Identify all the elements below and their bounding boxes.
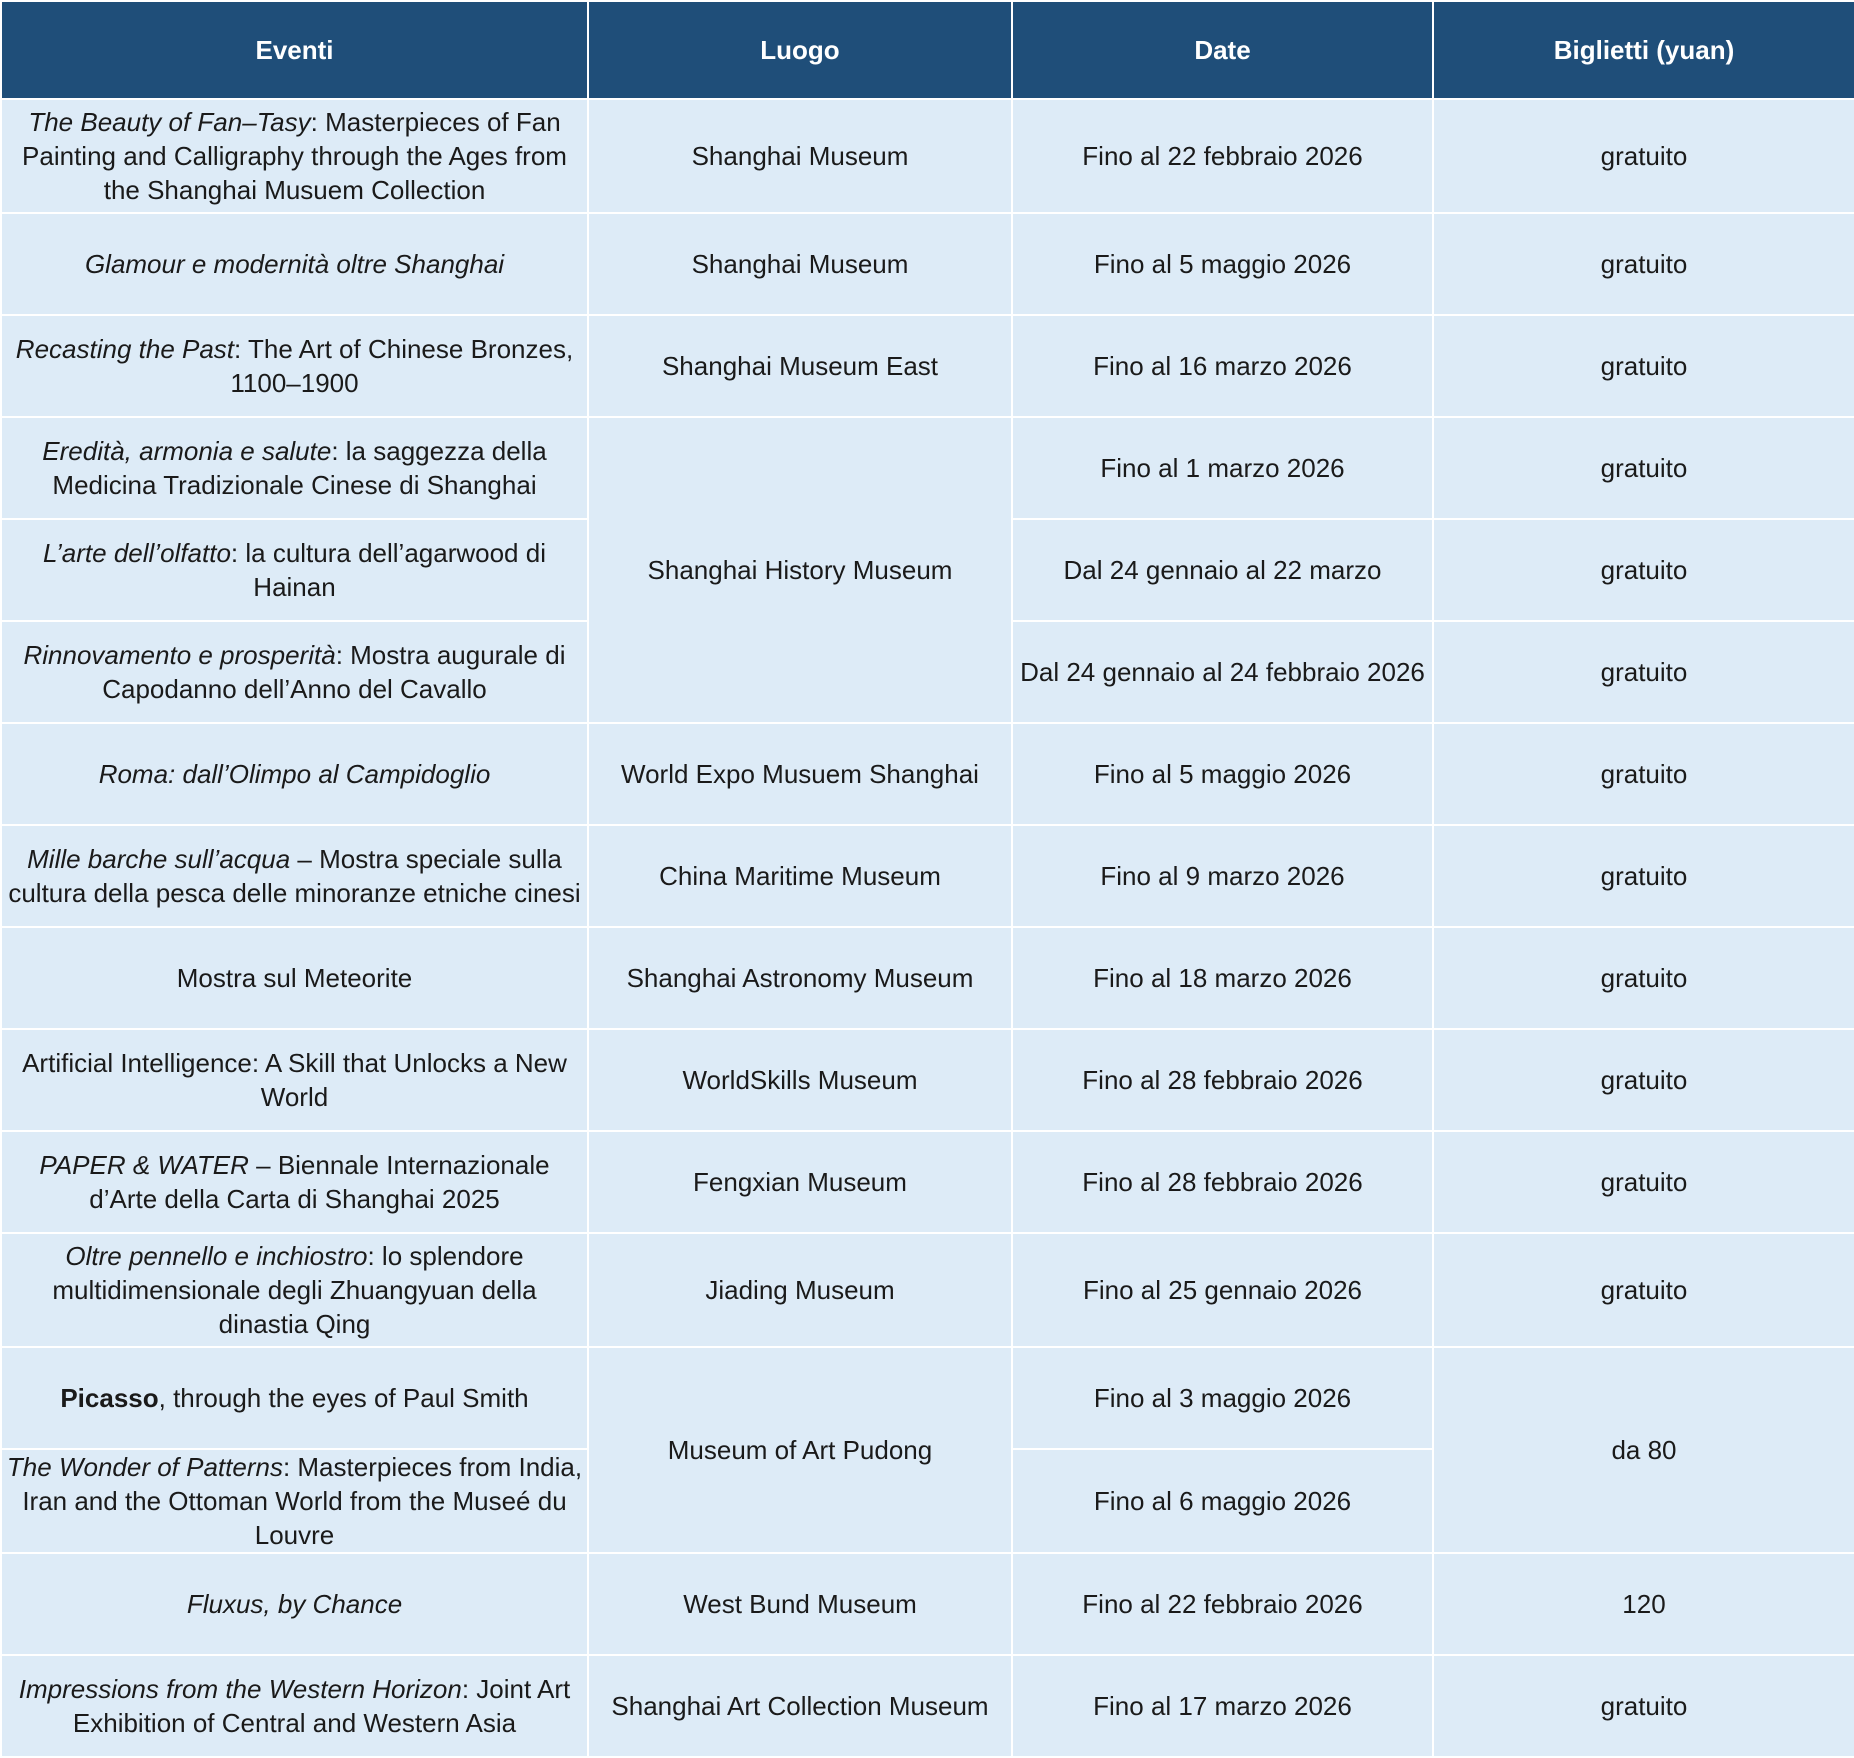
event-cell bbox=[1, 825, 588, 927]
event-description: : la saggezza della Medicina Tradizionale Cinese di Shanghai bbox=[52, 436, 547, 500]
event-title: Fluxus, by Chance bbox=[186, 1589, 403, 1619]
ticket-cell: gratuito bbox=[1433, 99, 1854, 213]
event-title: The Wonder of Patterns bbox=[6, 1452, 283, 1482]
event-cell bbox=[1, 1553, 588, 1655]
venue-cell: Shanghai Museum bbox=[588, 99, 1012, 213]
event-cell bbox=[1, 723, 588, 825]
ticket-cell: gratuito bbox=[1433, 927, 1854, 1029]
date-cell: Fino al 28 febbraio 2026 bbox=[1012, 1029, 1433, 1131]
table-row bbox=[1, 1029, 1854, 1131]
event-cell bbox=[1, 1347, 588, 1449]
table-row bbox=[1, 1233, 1854, 1347]
date-cell: Fino al 5 maggio 2026 bbox=[1012, 213, 1433, 315]
event-title: The Beauty of Fan–Tasy bbox=[28, 107, 311, 137]
ticket-cell: gratuito bbox=[1433, 417, 1854, 519]
event-description: , through the eyes of Paul Smith bbox=[158, 1383, 529, 1413]
event-cell bbox=[1, 1233, 588, 1347]
event-description: – Mostra speciale sulla cultura della pesca delle minoranze etniche cinesi bbox=[8, 844, 581, 908]
event-description: : lo splendore multidimensionale degli Zhuangyuan della dinastia Qing bbox=[52, 1241, 537, 1339]
venue-cell: Museum of Art Pudong bbox=[588, 1347, 1012, 1553]
event-description: – Biennale Internazionale d’Arte della Carta di Shanghai 2025 bbox=[89, 1150, 550, 1214]
event-title: Rinnovamento e prosperità bbox=[23, 640, 336, 670]
event-description: : la cultura dell’agarwood di Hainan bbox=[230, 538, 546, 602]
table-row bbox=[1, 1347, 1854, 1449]
venue-cell: Shanghai Museum bbox=[588, 213, 1012, 315]
event-description: : Mostra augurale di Capodanno dell’Anno del Cavallo bbox=[102, 640, 566, 704]
table-row bbox=[1, 99, 1854, 213]
event-cell bbox=[1, 621, 588, 723]
ticket-cell: gratuito bbox=[1433, 213, 1854, 315]
event-cell bbox=[1, 213, 588, 315]
date-cell: Fino al 18 marzo 2026 bbox=[1012, 927, 1433, 1029]
event-title: Eredità, armonia e salute bbox=[42, 436, 332, 466]
ticket-cell: da 80 bbox=[1433, 1347, 1854, 1553]
table-row bbox=[1, 1131, 1854, 1233]
date-cell: Fino al 5 maggio 2026 bbox=[1012, 723, 1433, 825]
date-cell: Fino al 1 marzo 2026 bbox=[1012, 417, 1433, 519]
event-cell bbox=[1, 417, 588, 519]
date-cell: Fino al 3 maggio 2026 bbox=[1012, 1347, 1433, 1449]
venue-cell: Shanghai Museum East bbox=[588, 315, 1012, 417]
venue-cell: Shanghai History Museum bbox=[588, 417, 1012, 723]
event-cell bbox=[1, 99, 588, 213]
event-cell bbox=[1, 1449, 588, 1553]
table-row bbox=[1, 417, 1854, 519]
ticket-cell: gratuito bbox=[1433, 315, 1854, 417]
date-cell: Fino al 6 maggio 2026 bbox=[1012, 1449, 1433, 1553]
event-title: Glamour e modernità oltre Shanghai bbox=[84, 249, 505, 279]
ticket-cell: gratuito bbox=[1433, 1029, 1854, 1131]
event-title: Impressions from the Western Horizon bbox=[18, 1674, 462, 1704]
venue-cell: Fengxian Museum bbox=[588, 1131, 1012, 1233]
table-row bbox=[1, 927, 1854, 1029]
date-cell: Fino al 25 gennaio 2026 bbox=[1012, 1233, 1433, 1347]
event-description: : Masterpieces of Fan Painting and Calligraphy through the Ages from the Shanghai Musuem Collection bbox=[22, 107, 567, 205]
event-title: Roma: dall’Olimpo al Campidoglio bbox=[98, 759, 491, 789]
table-row bbox=[1, 213, 1854, 315]
event-title: PAPER & WATER bbox=[39, 1150, 249, 1180]
date-cell: Fino al 16 marzo 2026 bbox=[1012, 315, 1433, 417]
event-cell bbox=[1, 315, 588, 417]
venue-cell: China Maritime Museum bbox=[588, 825, 1012, 927]
ticket-cell: gratuito bbox=[1433, 1655, 1854, 1757]
ticket-cell: gratuito bbox=[1433, 1233, 1854, 1347]
date-cell: Fino al 22 febbraio 2026 bbox=[1012, 1553, 1433, 1655]
date-cell: Dal 24 gennaio al 22 marzo bbox=[1012, 519, 1433, 621]
event-title: Recasting the Past bbox=[15, 334, 235, 364]
event-cell: Mostra sul Meteorite bbox=[1, 927, 588, 1029]
table-header-row bbox=[1, 1, 1854, 99]
venue-cell: World Expo Musuem Shanghai bbox=[588, 723, 1012, 825]
event-cell: Artificial Intelligence: A Skill that Unlocks a New World bbox=[1, 1029, 588, 1131]
ticket-cell: 120 bbox=[1433, 1553, 1854, 1655]
ticket-cell: gratuito bbox=[1433, 825, 1854, 927]
event-title: Picasso bbox=[60, 1383, 159, 1413]
venue-cell: West Bund Museum bbox=[588, 1553, 1012, 1655]
date-cell: Dal 24 gennaio al 24 febbraio 2026 bbox=[1012, 621, 1433, 723]
event-description: : Joint Art Exhibition of Central and Western Asia bbox=[72, 1674, 571, 1738]
date-cell: Fino al 28 febbraio 2026 bbox=[1012, 1131, 1433, 1233]
ticket-cell: gratuito bbox=[1433, 621, 1854, 723]
event-description: : The Art of Chinese Bronzes, 1100–1900 bbox=[230, 334, 574, 398]
table-row bbox=[1, 825, 1854, 927]
venue-cell: Shanghai Astronomy Museum bbox=[588, 927, 1012, 1029]
venue-cell: Jiading Museum bbox=[588, 1233, 1012, 1347]
venue-cell: WorldSkills Museum bbox=[588, 1029, 1012, 1131]
venue-cell: Shanghai Art Collection Museum bbox=[588, 1655, 1012, 1757]
header-luogo: Luogo bbox=[588, 1, 1012, 99]
table-row bbox=[1, 1553, 1854, 1655]
event-description: : Masterpieces from India, Iran and the Ottoman World from the Museé du Louvre bbox=[22, 1452, 583, 1550]
header-eventi: Eventi bbox=[1, 1, 588, 99]
ticket-cell: gratuito bbox=[1433, 723, 1854, 825]
header-date: Date bbox=[1012, 1, 1433, 99]
event-title: Oltre pennello e inchiostro bbox=[65, 1241, 368, 1271]
event-cell bbox=[1, 1655, 588, 1757]
ticket-cell: gratuito bbox=[1433, 519, 1854, 621]
event-title: L’arte dell’olfatto bbox=[43, 538, 231, 568]
event-title: Mille barche sull’acqua bbox=[27, 844, 291, 874]
date-cell: Fino al 9 marzo 2026 bbox=[1012, 825, 1433, 927]
date-cell: Fino al 17 marzo 2026 bbox=[1012, 1655, 1433, 1757]
table-row bbox=[1, 1655, 1854, 1757]
ticket-cell: gratuito bbox=[1433, 1131, 1854, 1233]
date-cell: Fino al 22 febbraio 2026 bbox=[1012, 99, 1433, 213]
table-row bbox=[1, 723, 1854, 825]
table-row bbox=[1, 315, 1854, 417]
header-biglietti: Biglietti (yuan) bbox=[1433, 1, 1854, 99]
event-cell bbox=[1, 519, 588, 621]
event-cell bbox=[1, 1131, 588, 1233]
